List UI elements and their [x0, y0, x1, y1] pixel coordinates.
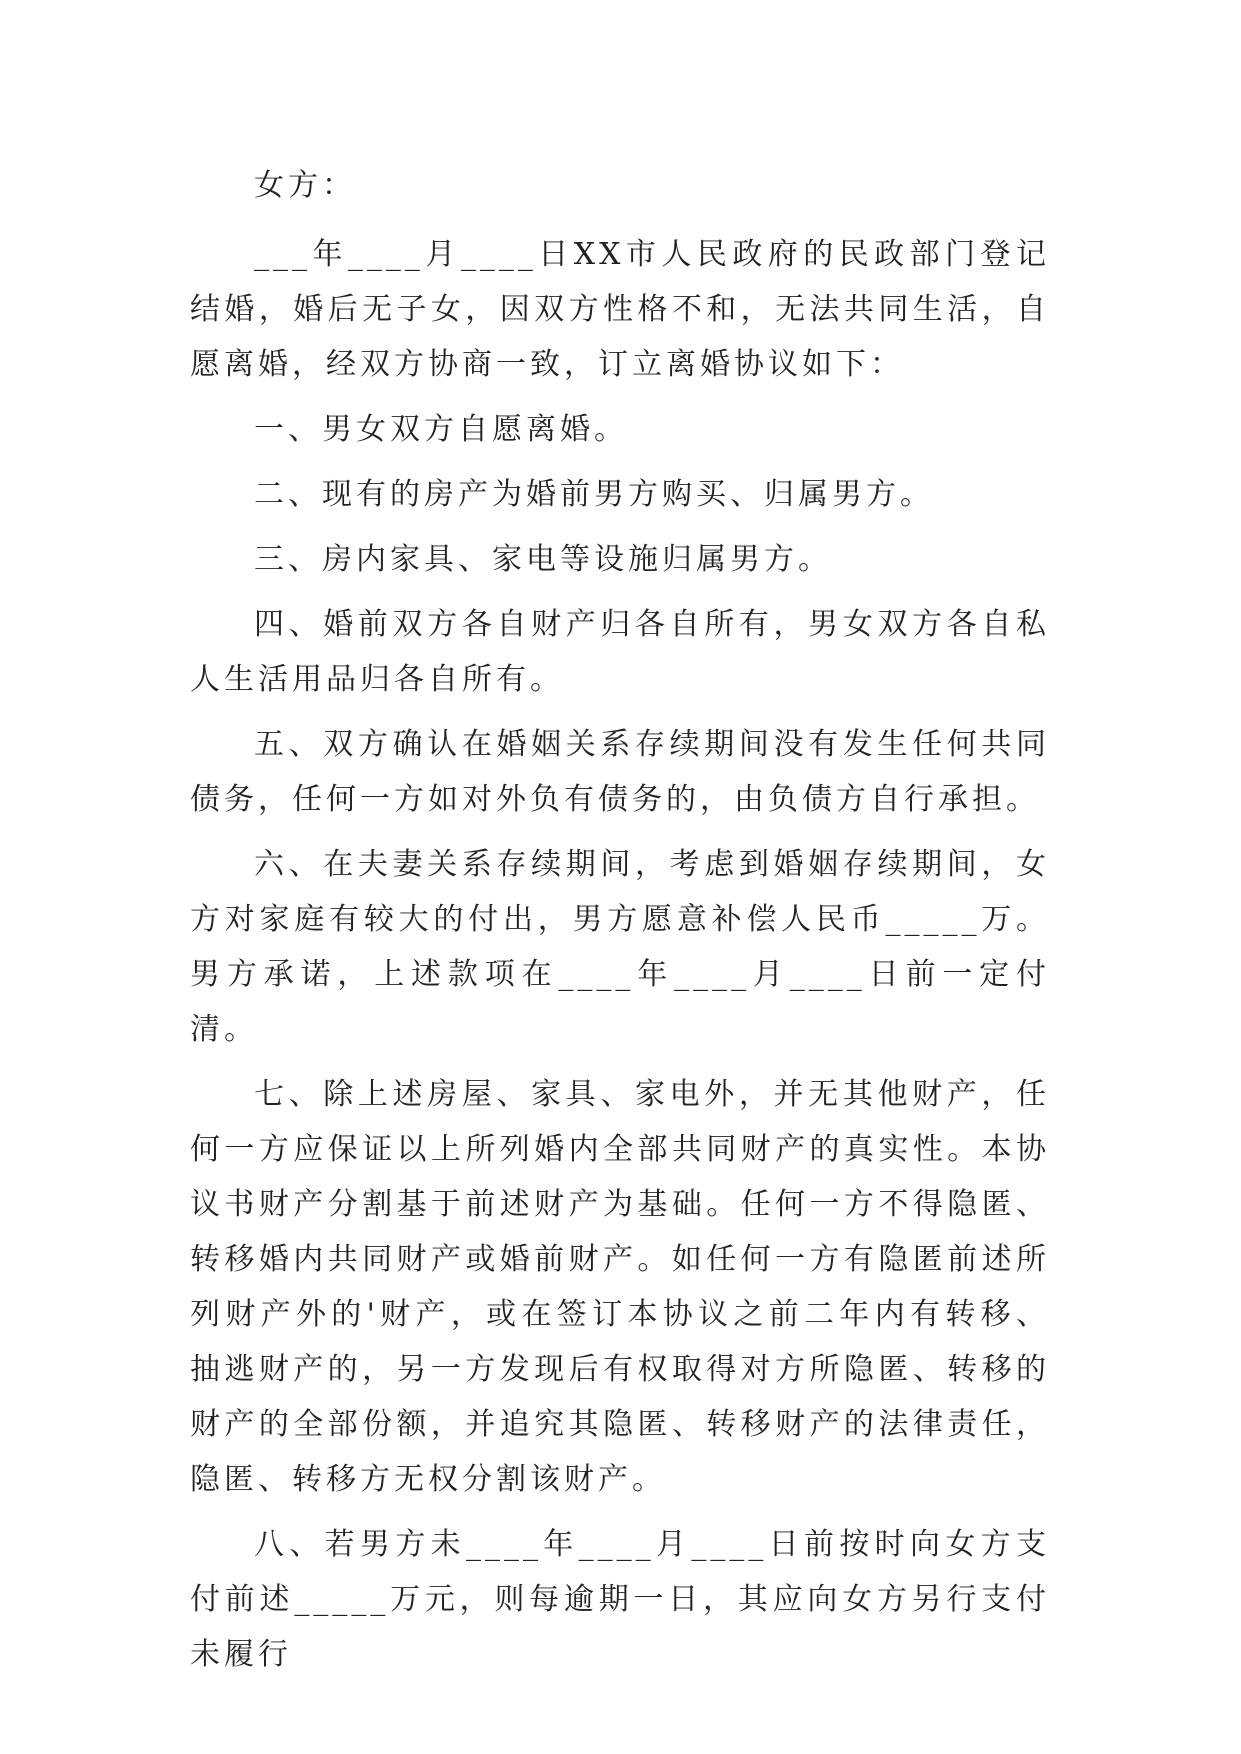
party-female-line: 女方：	[254, 168, 356, 203]
clause-7: 七、除上述房屋、家具、家电外，并无其他财产，任何一方应保证以上所列婚内全部共同财产的真实性。本协议书财产分割基于前述财产为基础。任何一方不得隐匿、转移婚内共同财产或婚前财产。如任何一方有隐匿前述所列财产外的'财产，或在签订本协议之前二年内有转移、抽逃财产的，另一方发现后有权取得对方所隐匿、转移的财产的全部份额，并追究其隐匿、转移财产的法律责任，隐匿、转移方无权分割该财产。	[190, 1077, 1050, 1497]
document-body	[190, 158, 1050, 1692]
clause-1: 一、男女双方自愿离婚。	[254, 412, 628, 447]
clause-8: 八、若男方未____年____月____日前按时向女方支付前述_____万元，则每逾期一日，其应向女方另行支付未履行	[190, 1527, 1050, 1672]
clause-2: 二、现有的房产为婚前男方购买、归属男方。	[254, 477, 934, 512]
clause-3: 三、房内家具、家电等设施归属男方。	[254, 542, 832, 577]
marriage-registration-paragraph: ___年____月____日XX市人民政府的民政部门登记结婚，婚后无子女，因双方性格不和，无法共同生活，自愿离婚，经双方协商一致，订立离婚协议如下：	[190, 237, 1050, 382]
clause-5: 五、双方确认在婚姻关系存续期间没有发生任何共同债务，任何一方如对外负有债务的，由负债方自行承担。	[190, 727, 1050, 817]
clause-4: 四、婚前双方各自财产归各自所有，男女双方各自私人生活用品归各自所有。	[190, 607, 1050, 697]
clause-6: 六、在夫妻关系存续期间，考虑到婚姻存续期间，女方对家庭有较大的付出，男方愿意补偿人民币_____万。男方承诺，上述款项在____年____月____日前一定付清。	[190, 847, 1050, 1047]
